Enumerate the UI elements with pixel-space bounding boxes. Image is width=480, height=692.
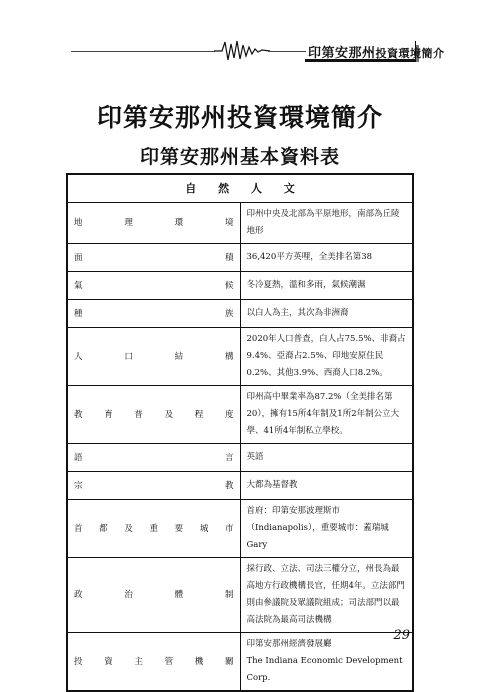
header-rule-left	[71, 51, 215, 52]
agency-name-zh: 印第安那州經濟發展廳	[246, 639, 332, 649]
basic-info-table	[66, 173, 414, 692]
table-row	[67, 633, 413, 692]
page-subtitle: 印第安那州基本資料表	[139, 146, 340, 168]
row-value	[240, 633, 413, 692]
table-row	[67, 472, 413, 500]
table-row	[67, 203, 413, 244]
row-value: 英語	[240, 444, 413, 472]
page-number: 29	[393, 628, 410, 643]
table-row	[67, 244, 413, 272]
table-row	[67, 444, 413, 472]
row-label: 面積	[67, 244, 240, 272]
section-title: 自 然 人 文	[67, 174, 413, 203]
row-value: 採行政、立法、司法三權分立，州長為最高地方行政機構長官，任期4年。立法部門則由參議院及眾議院組成；司法部門以最高法院為最高司法機構	[240, 558, 413, 633]
row-label: 首都及重要城市	[67, 500, 240, 558]
table-row	[67, 386, 413, 444]
row-value: 印州高中畢業率為87.2%（全美排名第20），擁有15所4年制及1所2年制公立大學、41所4年制私立學校。	[240, 386, 413, 444]
running-header-section: 投資環境簡介	[375, 47, 445, 60]
table-row	[67, 500, 413, 558]
table-row	[67, 272, 413, 300]
pulse-line-icon	[214, 38, 270, 62]
row-label: 投資主管機關	[67, 633, 240, 692]
row-label: 種族	[67, 300, 240, 328]
running-header-brand: 印第安那州	[308, 46, 376, 61]
row-value: 36,420平方英哩，全美排名第38	[240, 244, 413, 272]
page-title: 印第安那州投資環境簡介	[96, 103, 383, 132]
row-value: 首府：印第安那波理斯市（Indianapolis），重要城市：蓋瑞城Gary	[240, 500, 413, 558]
row-value: 冬冷夏熱，溫和多雨，氣候潮濕	[240, 272, 413, 300]
agency-name-en: The Indiana Economic Development Corp.	[246, 656, 403, 683]
running-header	[308, 42, 445, 61]
row-label: 教育普及程度	[67, 386, 240, 444]
row-value: 大都為基督教	[240, 472, 413, 500]
row-value: 以白人為主，其次為非洲裔	[240, 300, 413, 328]
row-label: 政治體制	[67, 558, 240, 633]
table-section-header	[67, 174, 413, 203]
table-row	[67, 558, 413, 633]
row-label: 地理環境	[67, 203, 240, 244]
row-label: 語言	[67, 444, 240, 472]
row-value: 2020年人口普查，白人占75.5%、非裔占9.4%、亞裔占2.5%、印地安原住民0.2%、其他3.9%、西裔人口8.2%。	[240, 328, 413, 386]
row-label: 人口結構	[67, 328, 240, 386]
header-rule-right	[268, 51, 306, 52]
row-label: 氣候	[67, 272, 240, 300]
row-value: 印州中央及北部為平原地形，南部為丘陵地形	[240, 203, 413, 244]
row-label: 宗教	[67, 472, 240, 500]
table-row	[67, 300, 413, 328]
table-row	[67, 328, 413, 386]
